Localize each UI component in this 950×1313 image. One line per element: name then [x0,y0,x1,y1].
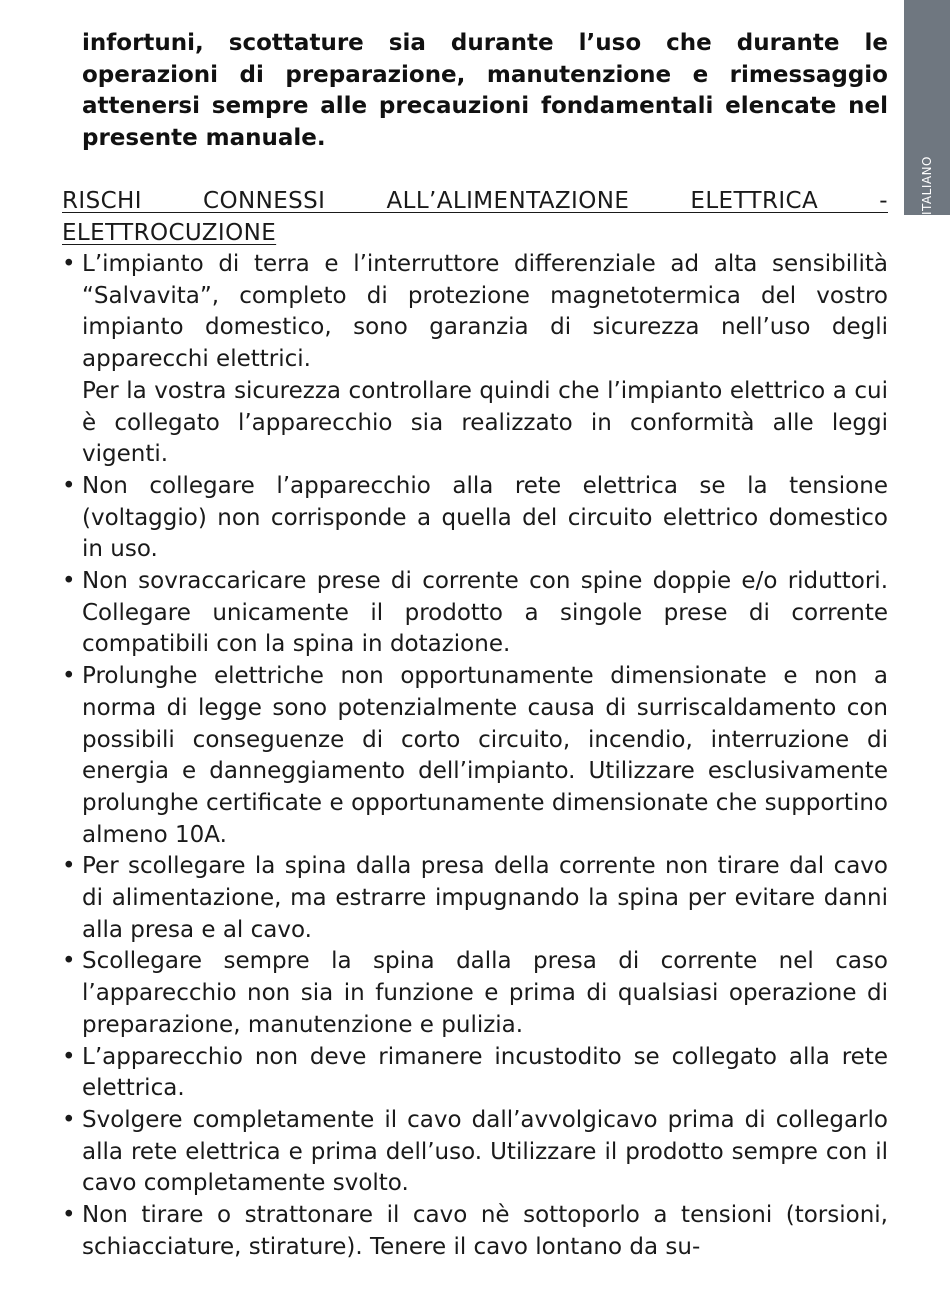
list-item-text: Prolunghe elettriche non opportunamente dimensionate e non a norma di legge sono potenzialmente causa di surriscaldamento con possibili conseguenze di corto circuito, incendio, interruzione di energia e danneggiamento dell’impianto. Utilizzare esclusivamente prolunghe certificate e opportunamente dimensionate che supportino almeno 10A. [82,663,888,848]
list-item-text: Non collegare l’apparecchio alla rete elettrica se la tensione (voltaggio) non corrisponde a quella del circuito elettrico domestico in uso. [82,472,888,563]
language-tab-label: ITALIANO [920,155,934,215]
list-item-text: Scollegare sempre la spina dalla presa di corrente nel caso l’apparecchio non sia in funzione e prima di qualsiasi operazione di preparazione, manutenzione e pulizia. [82,948,888,1038]
list-item-text: Per scollegare la spina dalla presa della corrente non tirare dal cavo di alimentazione, ma estrarre impugnando la spina per evitare danni alla presa e al cavo. [82,853,888,943]
list-item-text: Svolgere completamente il cavo dall’avvolgicavo prima di collegarlo alla rete elettrica e prima dell’uso. Utilizzare il prodotto sempre con il cavo completamente svolto. [82,1106,888,1197]
list-item [62,1042,888,1105]
list-item-extra-text: Per la vostra sicurezza controllare quindi che l’impianto elettrico a cui è collegato l’apparecchio sia realizzato in conformità alle leggi vigenti. [82,377,888,468]
bullet-list [62,249,888,1264]
bullet-mark: • [62,1043,76,1070]
list-item [62,1105,888,1200]
bullet-mark: • [62,1106,76,1133]
bullet-mark: • [62,1202,76,1229]
list-item [62,851,888,946]
bullet-mark: • [62,568,76,595]
section-heading: RISCHI CONNESSI ALL’ALIMENTAZIONE ELETTRICA - ELETTROCUZIONE [62,188,888,246]
language-tab [904,0,950,215]
bullet-mark: • [62,948,76,975]
list-item [62,946,888,1041]
bullet-mark: • [62,472,76,499]
list-item [62,1200,888,1263]
list-item [62,249,888,471]
page-content [62,28,888,1264]
bullet-mark: • [62,251,76,277]
list-item-text: Non sovraccaricare prese di corrente con spine doppie e/o riduttori. Collegare unicamente il prodotto a singole prese di corrente compatibili con la spina in dotazione. [82,568,888,658]
list-item-text: Non tirare o strattonare il cavo nè sottoporlo a tensioni (torsioni, schiacciature, stirature). Tenere il cavo lontano da su- [82,1202,888,1260]
list-item-text: L’apparecchio non deve rimanere incustodito se collegato alla rete elettrica. [82,1043,888,1102]
list-item [62,661,888,851]
intro-paragraph: infortuni, scottature sia durante l’uso che durante le operazioni di preparazione, manutenzione e rimessaggio attenersi sempre alle precauzioni fondamentali elencate nel presente manuale. [82,30,888,151]
list-item [62,566,888,661]
list-item-text: L’impianto di terra e l’interruttore differenziale ad alta sensibilità “Salvavita”, completo di protezione magnetotermica del vostro impianto domestico, sono garanzia di sicurezza nell’uso degli apparecchi elettrici. [82,251,888,373]
list-item [62,471,888,566]
bullet-mark: • [62,663,76,690]
bullet-mark: • [62,853,76,880]
